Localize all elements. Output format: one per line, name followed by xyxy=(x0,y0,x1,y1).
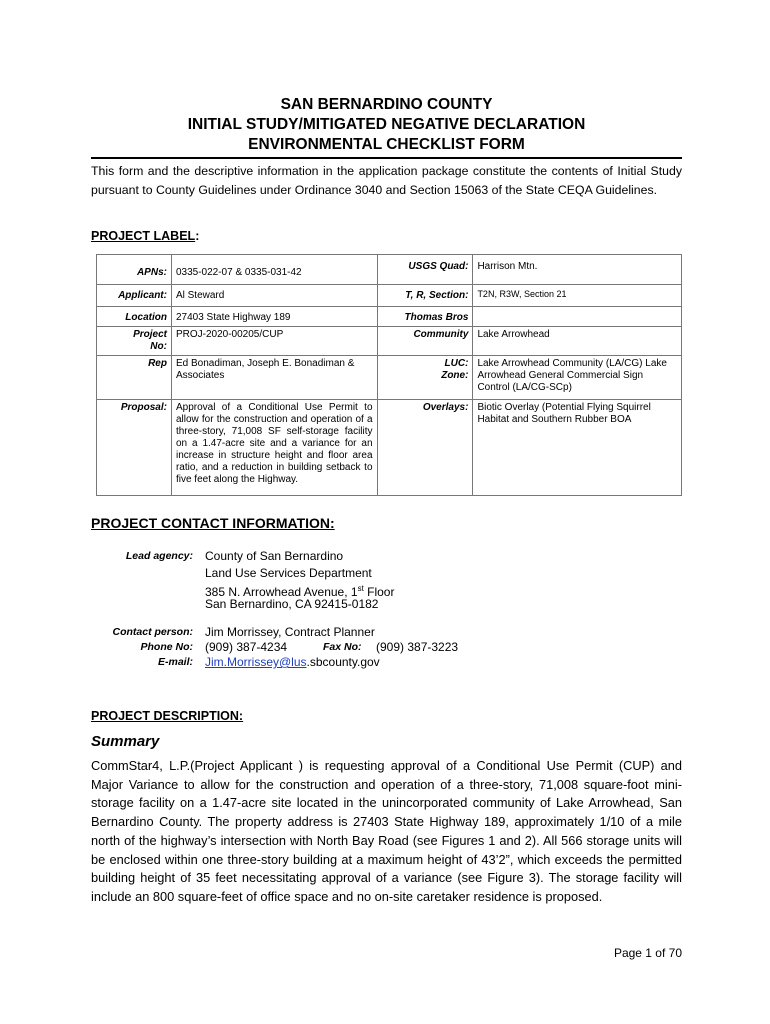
thomas-bros-value xyxy=(473,307,682,327)
rep-value: Ed Bonadiman, Joseph E. Bonadiman & Associates xyxy=(171,356,377,400)
apns-value: 0335-022-07 & 0335-031-42 xyxy=(171,255,377,285)
project-label-heading-colon: : xyxy=(195,229,200,243)
project-label-table xyxy=(96,254,682,496)
lead-agency-label: Lead agency: xyxy=(125,550,193,562)
location-value: 27403 State Highway 189 xyxy=(171,307,377,327)
overlays-label: Overlays: xyxy=(377,400,473,496)
table-row xyxy=(97,307,682,327)
project-label-heading-text: PROJECT LABEL xyxy=(91,229,196,243)
title-line-3: ENVIRONMENTAL CHECKLIST FORM xyxy=(248,136,525,153)
email-link[interactable]: Jim.Morrissey@lus xyxy=(205,655,307,669)
fax-label: Fax No: xyxy=(323,641,362,653)
project-no-value: PROJ-2020-00205/CUP xyxy=(171,327,377,356)
email-value xyxy=(205,655,380,671)
community-label: Community xyxy=(377,327,473,356)
table-row xyxy=(97,285,682,307)
trs-label: T, R, Section: xyxy=(377,285,473,307)
contact-person-label: Contact person: xyxy=(112,626,193,638)
lead-agency-line-4: San Bernardino, CA 92415-0182 xyxy=(205,597,379,611)
lead-agency-row xyxy=(91,549,682,569)
community-value: Lake Arrowhead xyxy=(473,327,682,356)
fax-value: (909) 387-3223 xyxy=(376,640,459,654)
project-label-heading xyxy=(91,229,199,243)
intro-paragraph: This form and the descriptive information in the application package constitute the contents of Initial Study pursuant to County Guidelines under Ordinance 3040 and Section 15063 of the State CEQA Guidelines. xyxy=(91,164,682,197)
street-text: 385 N. Arrowhead Avenue, 1 xyxy=(205,585,358,599)
project-description-heading: PROJECT DESCRIPTION: xyxy=(91,709,244,723)
phone-value: (909) 387-4234 xyxy=(205,640,288,654)
floor-ordinal: st xyxy=(357,584,364,593)
trs-value: T2N, R3W, Section 21 xyxy=(473,285,682,307)
usgs-value: Harrison Mtn. xyxy=(473,255,682,285)
luc-zone-value: Lake Arrowhead Community (LA/CG) Lake Arrowhead General Commercial Sign Control (LA/CG-SCp) xyxy=(473,356,682,400)
title-divider xyxy=(91,157,682,159)
table-row xyxy=(97,327,682,356)
contact-person-value: Jim Morrissey, Contract Planner xyxy=(205,625,375,639)
rep-label: Rep xyxy=(97,356,172,400)
summary-paragraph: CommStar4, L.P.(Project Applicant ) is requesting approval of a Conditional Use Permit (CUP) and Major Variance to allow for the construction and operation of a three-story, 71,008 square-foot mini-storage facility on a 1.47-acre site located in the unincorporated community of Lake Arrowhead, San Bernardino County. The property address is 27403 State Highway 189, approximately 1/10 of a mile north of the highway’s intersection with North Bay Road (see Figures 1 and 2). All 566 storage units will be enclosed within one three-story building at a maximum height of 43’2”, which exceeds the permitted building height of 35 feet necessitating approval of a variance (see Figure 3). The storage facility will include an 800 square-feet of office space and no on-site caretaker residence is proposed. xyxy=(91,758,682,904)
page-number: Page 1 of 70 xyxy=(613,946,682,960)
email-domain: .sbcounty.gov xyxy=(306,655,380,669)
summary-heading: Summary xyxy=(91,733,160,750)
lead-agency-line-1: County of San Bernardino xyxy=(205,549,344,563)
table-row xyxy=(97,255,682,285)
document-title xyxy=(91,95,682,155)
thomas-bros-label: Thomas Bros xyxy=(377,307,473,327)
location-label: Location xyxy=(97,307,172,327)
email-label: E-mail: xyxy=(157,656,193,668)
luc-zone-label: LUC: Zone: xyxy=(377,356,473,400)
table-row xyxy=(97,356,682,400)
apns-label: APNs: xyxy=(97,255,172,285)
proposal-label: Proposal: xyxy=(97,400,172,496)
phone-label: Phone No: xyxy=(140,641,193,653)
proposal-value: Approval of a Conditional Use Permit to allow for the construction and operation of a three-story, 71,008 SF self-storage facility on a 1.47-acre site and a variance for an increase in structure height and floor area ratio, and a reduction in building setback to five feet along the Highway. xyxy=(171,400,377,496)
applicant-value: Al Steward xyxy=(171,285,377,307)
table-row xyxy=(97,400,682,496)
floor-text: Floor xyxy=(363,585,395,599)
title-line-2: INITIAL STUDY/MITIGATED NEGATIVE DECLARATION xyxy=(187,116,586,133)
project-no-label: Project No: xyxy=(97,327,172,356)
usgs-label: USGS Quad: xyxy=(377,255,473,285)
contact-heading: PROJECT CONTACT INFORMATION: xyxy=(91,515,335,531)
overlays-value: Biotic Overlay (Potential Flying Squirrel Habitat and Southern Rubber BOA xyxy=(473,400,682,496)
applicant-label: Applicant: xyxy=(97,285,172,307)
title-line-1: SAN BERNARDINO COUNTY xyxy=(280,96,493,113)
lead-agency-line-2: Land Use Services Department xyxy=(205,566,372,580)
